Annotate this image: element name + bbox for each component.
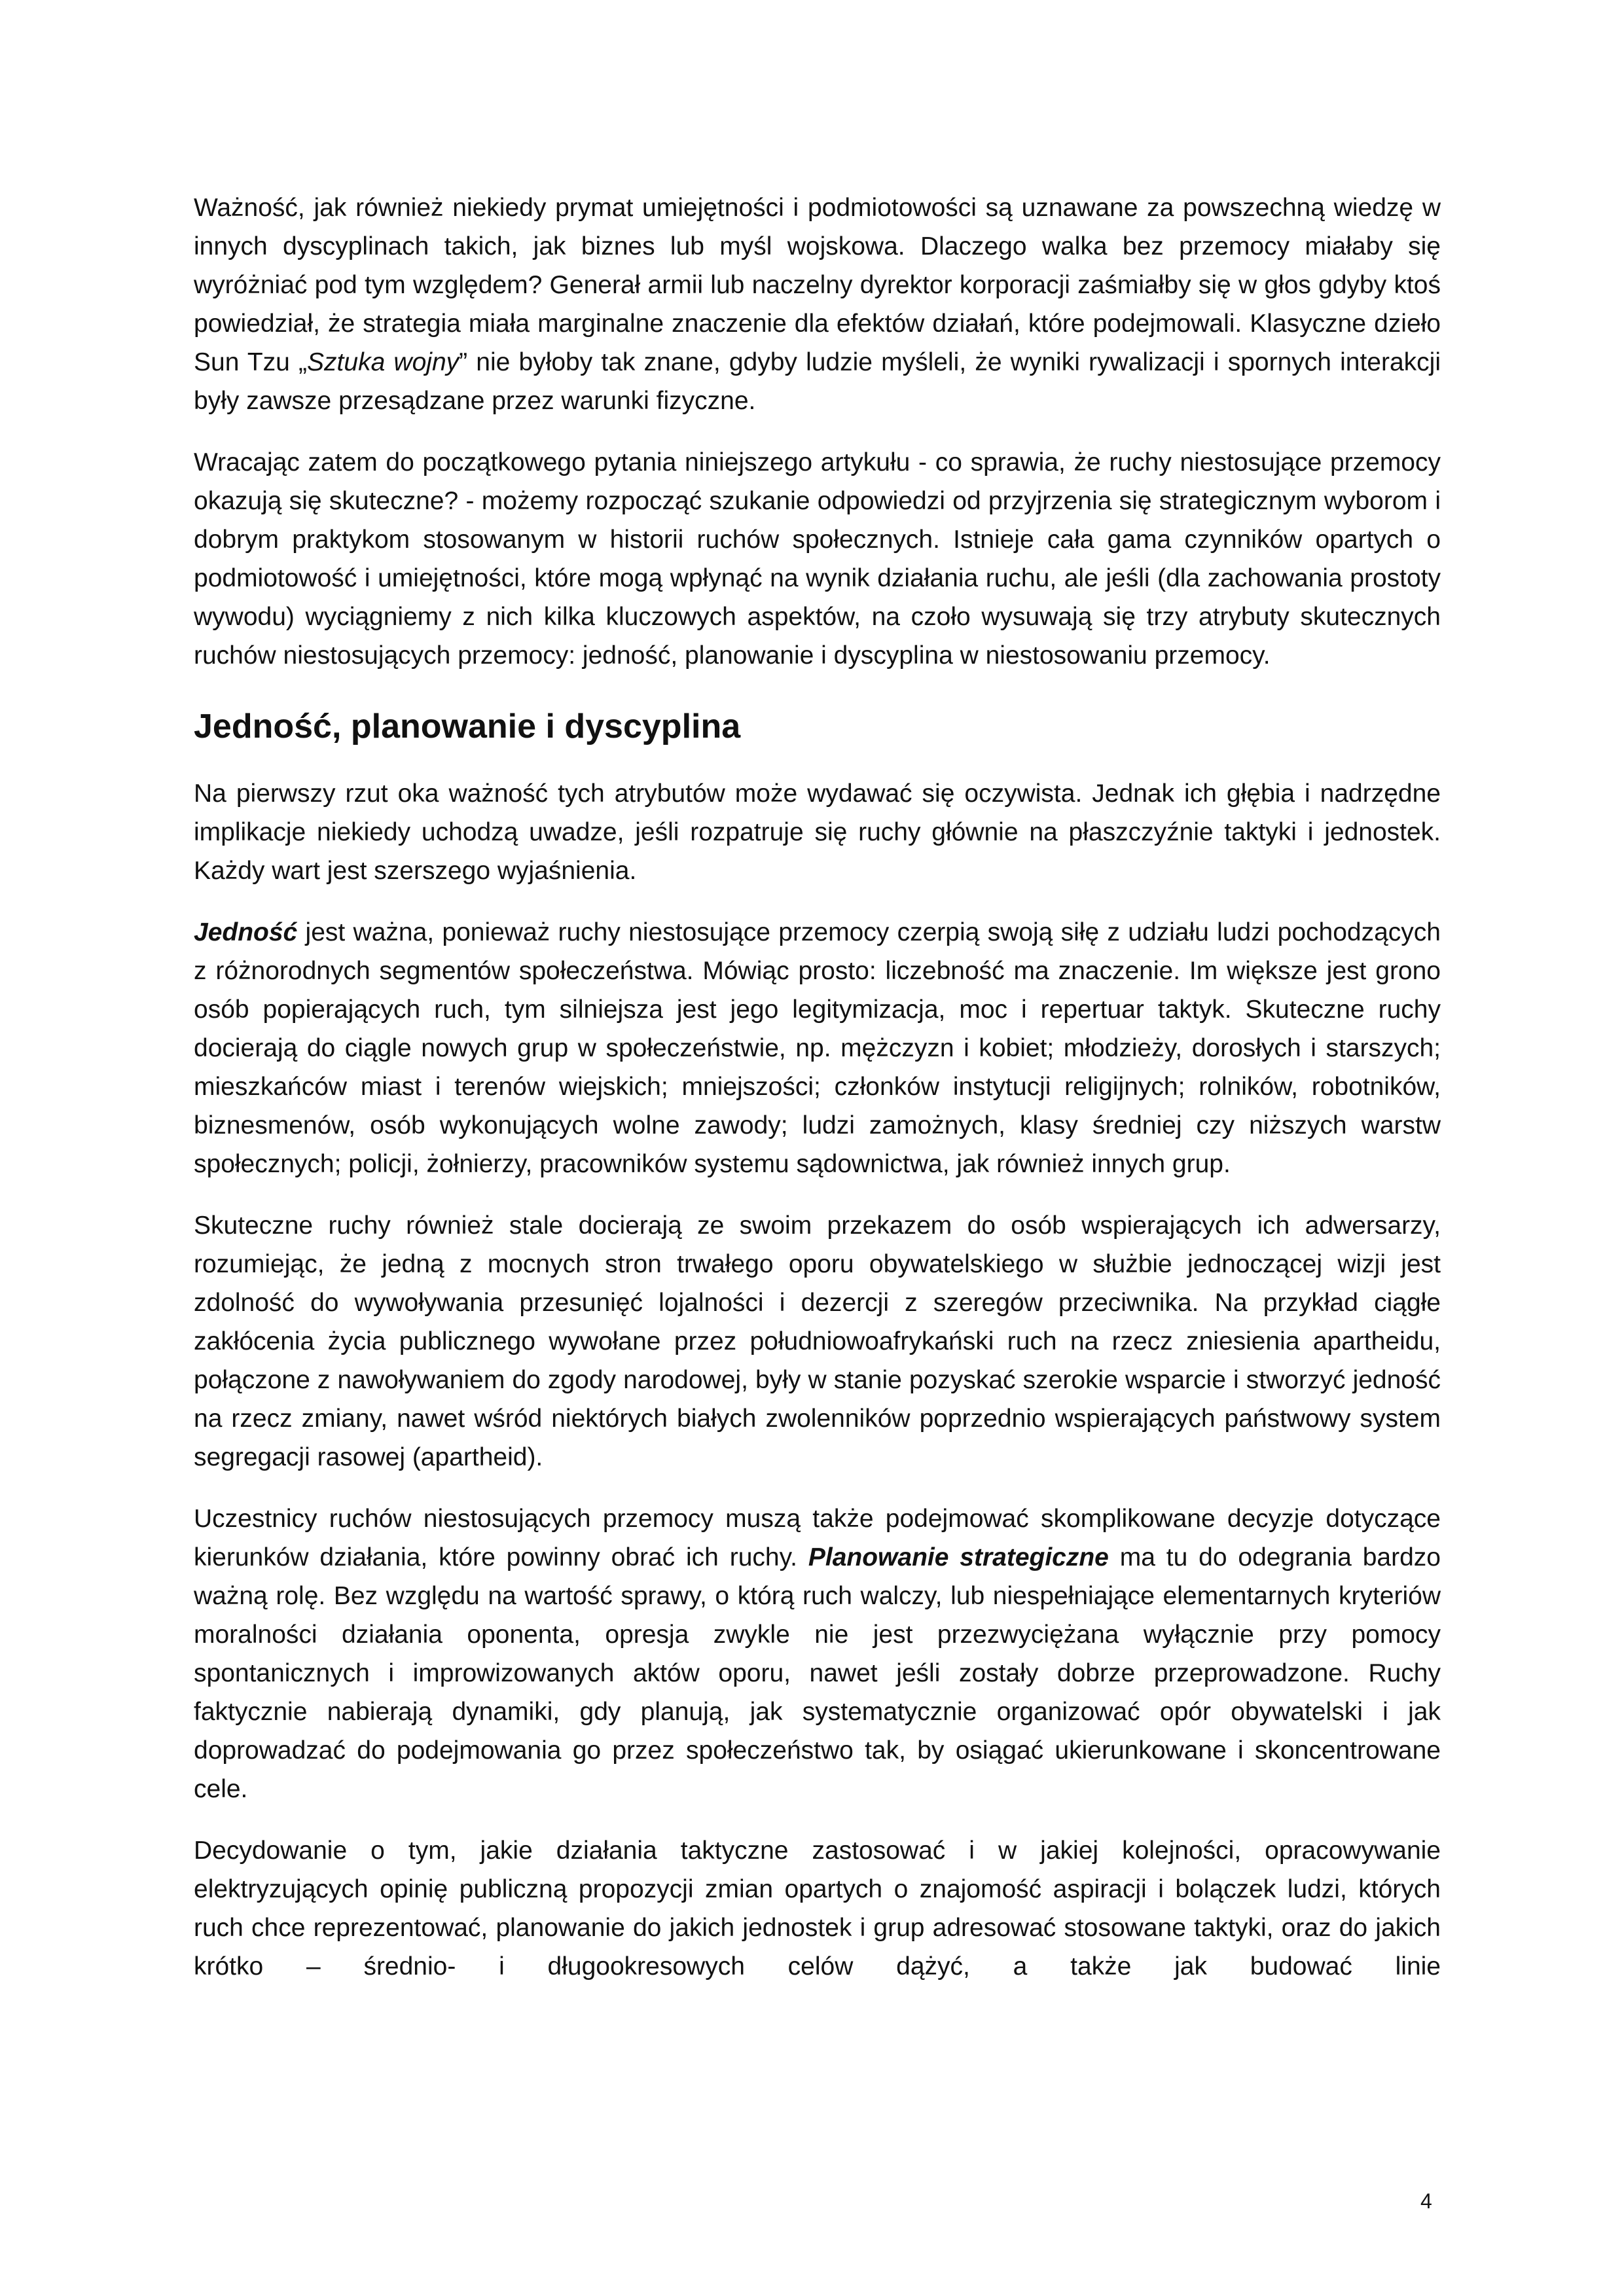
paragraph-4-text: jest ważna, ponieważ ruchy niestosujące przemocy czerpią swoją siłę z udziału ludzi pochodzących z różnorodnych segmentów społeczeństwa. Mówiąc prosto: liczebność ma znaczenie. Im większe jest grono osób popierających ruch, tym silniejsza jest jego legitymizacja, moc i repertuar taktyk. Skuteczne ruchy docierają do ciągle nowych grup w społeczeństwie, np. mężczyzn i kobiet; młodzieży, dorosłych i starszych; mieszkańców miast i terenów wiejskich; mniejszości; członków instytucji religijnych; rolników, robotników, biznesmenów, osób wykonujących wolne zawody; ludzi zamożnych, klasy średniej czy niższych warstw społecznych; policji, żołnierzy, pracowników systemu sądownictwa, jak również innych grup. (194, 918, 1441, 1178)
term-planowanie-strategiczne: Planowanie strategiczne (808, 1543, 1109, 1571)
document-body (194, 188, 1441, 2009)
paragraph-7: Decydowanie o tym, jakie działania taktyczne zastosować i w jakiej kolejności, opracowywanie elektryzujących opinię publiczną propozycji zmian opartych o znajomość aspiracji i bolączek ludzi, których ruch chce reprezentować, planowanie do jakich jednostek i grup adresować stosowane taktyki, oraz do jakich krótko – średnio- i długookresowych celów dążyć, a także jak budować linie (194, 1837, 1441, 1981)
paragraph-1 (194, 188, 1441, 420)
paragraph-2: Wracając zatem do początkowego pytania niniejszego artykułu - co sprawia, że ruchy niestosujące przemocy okazują się skuteczne? - możemy rozpocząć szukanie odpowiedzi od przyjrzenia się strategicznym wyborom i dobrym praktykom stosowanym w historii ruchów społecznych. Istnieje cała gama czynników opartych o podmiotowość i umiejętności, które mogą wpłynąć na wynik działania ruchu, ale jeśli (dla zachowania prostoty wywodu) wyciągniemy z nich kilka kluczowych aspektów, na czoło wysuwają się trzy atrybuty skutecznych ruchów niestosujących przemocy: jedność, planowanie i dyscyplina w niestosowaniu przemocy. (194, 448, 1441, 670)
paragraph-1-text-a: Ważność, jak również niekiedy prymat umiejętności i podmiotowości są uznawane za powszechną wiedzę w innych dyscyplinach takich, jak biznes lub myśl wojskowa. Dlaczego walka bez przemocy miałaby się wyróżniać pod tym względem? Generał armii lub naczelny dyrektor korporacji zaśmiałby się w głos gdyby ktoś powiedział, że strategia miała marginalne znaczenie dla efektów działań, które podejmowali. Klasyczne dzieło Sun Tzu „ (194, 194, 1441, 376)
term-jednosc: Jedność (194, 918, 298, 946)
page-number: 4 (1420, 2189, 1432, 2213)
paragraph-5: Skuteczne ruchy również stale docierają ze swoim przekazem do osób wspierających ich adwersarzy, rozumiejąc, że jedną z mocnych stron trwałego oporu obywatelskiego w służbie jednoczącej wizji jest zdolność do wywoływania przesunięć lojalności i dezercji z szeregów przeciwnika. Na przykład ciągłe zakłócenia życia publicznego wywołane przez południowoafrykański ruch na rzecz zniesienia apartheidu, połączone z nawoływaniem do zgody narodowej, były w stanie pozyskać szerokie wsparcie i stworzyć jedność na rzecz zmiany, nawet wśród niektórych białych zwolenników poprzednio wspierających państwowy system segregacji rasowej (apartheid). (194, 1211, 1441, 1471)
paragraph-6 (194, 1499, 1441, 1808)
paragraph-3: Na pierwszy rzut oka ważność tych atrybutów może wydawać się oczywista. Jednak ich głębia i nadrzędne implikacje niekiedy uchodzą uwadze, jeśli rozpatruje się ruchy głównie na płaszczyźnie taktyki i jednostek. Każdy wart jest szerszego wyjaśnienia. (194, 780, 1441, 885)
paragraph-4 (194, 913, 1441, 1183)
paragraph-1-text-b: ” nie byłoby tak znane, gdyby ludzie myśleli, że wyniki rywalizacji i spornych interakcji były zawsze przesądzane przez warunki fizyczne. (194, 348, 1441, 415)
paragraph-6-text-b: ma tu do odegrania bardzo ważną rolę. Bez względu na wartość sprawy, o którą ruch walczy, lub niespełniające elementarnych kryteriów moralności działania oponenta, opresja zwykle nie jest przezwyciężana wyłącznie przy pomocy spontanicznych i improwizowanych aktów oporu, nawet jeśli zostały dobrze przeprowadzone. Ruchy faktycznie nabierają dynamiki, gdy planują, jak systematycznie organizować opór obywatelski i jak doprowadzać do podejmowania go przez społeczeństwo tak, by osiągać ukierunkowane i skoncentrowane cele. (194, 1543, 1441, 1803)
book-title-italic: Sztuka wojny (307, 348, 460, 376)
paragraph-6-text-a: Uczestnicy ruchów niestosujących przemocy muszą także podejmować skomplikowane decyzje dotyczące kierunków działania, które powinny obrać ich ruchy. (194, 1505, 1441, 1571)
section-heading: Jedność, planowanie i dyscyplina (194, 708, 741, 745)
